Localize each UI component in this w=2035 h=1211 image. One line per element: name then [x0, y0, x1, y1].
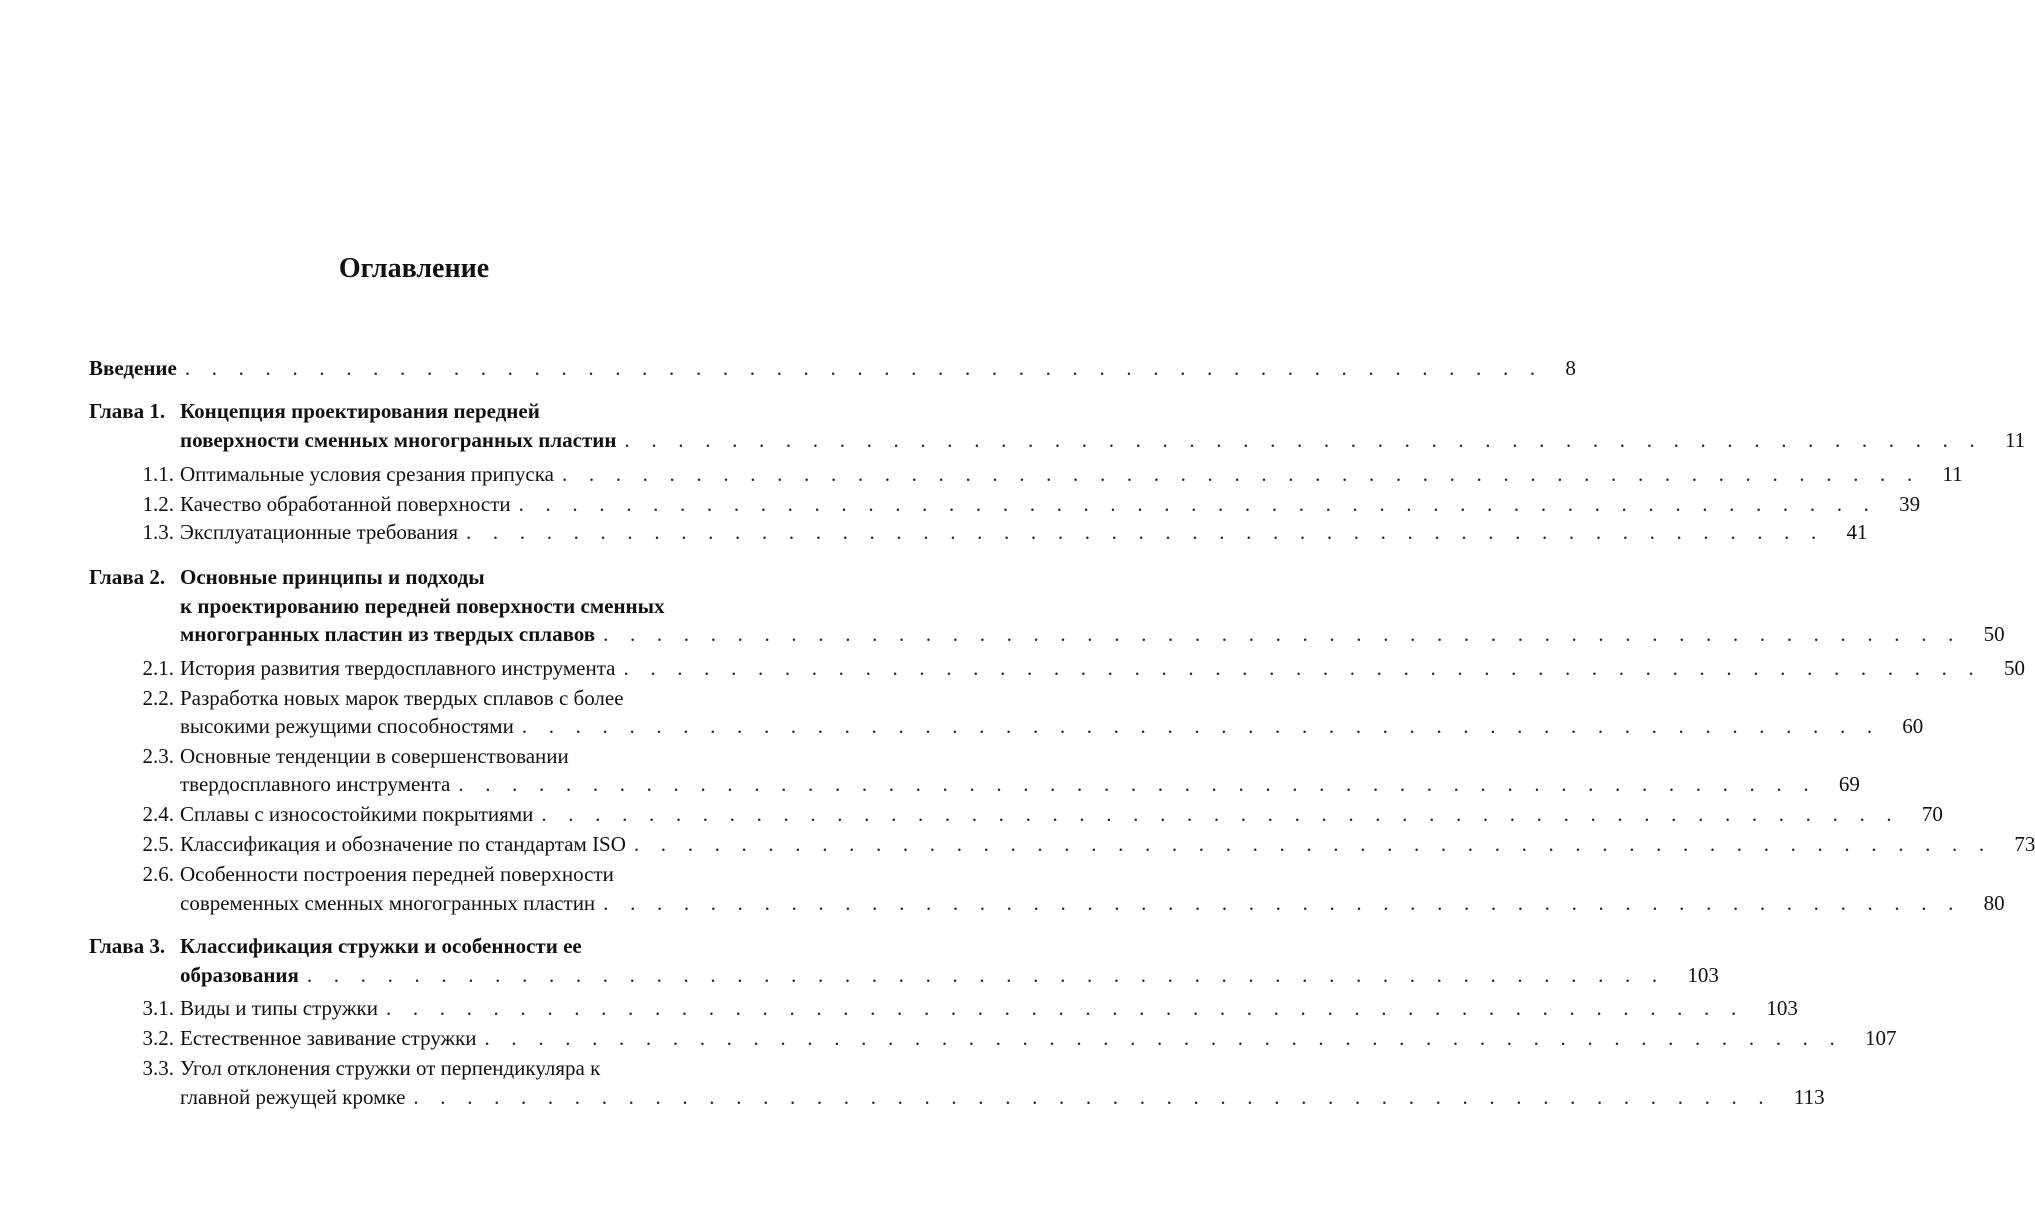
toc-entry-text: Оптимальные условия срезания припуска — [180, 462, 554, 486]
chapter-title-line: Основные принципы и подходы — [180, 565, 485, 589]
toc-entry-text: высокими режущими способностями — [180, 714, 514, 738]
leader-dots: . . . . . . . . . . . . . . . . . . . . . . . . . . . . . . . . . . . . . . . . . . . . . . . . . . . — [603, 622, 1962, 646]
leader-dots: . . . . . . . . . . . . . . . . . . . . . . . . . . . . . . . . . . . . . . . . . . . . . . . . . . . — [458, 772, 1817, 796]
toc-entry-text: Угол отклонения стружки от перпендикуляра к — [180, 1056, 601, 1080]
toc-entry-2-4[interactable] — [0, 800, 1943, 828]
toc-entry-2-2-end[interactable] — [0, 712, 1924, 740]
section-number: 2.5. — [142, 832, 174, 856]
chapter-title-line: многогранных пластин из твердых сплавов — [180, 622, 596, 646]
toc-chapter-1-heading[interactable] — [0, 397, 828, 425]
toc-entry-text: Особенности построения передней поверхности — [180, 862, 614, 886]
toc-entry-text: Естественное завивание стружки — [180, 1026, 477, 1050]
chapter-label: Глава 2. — [89, 565, 166, 589]
toc-entry-2-1[interactable] — [0, 654, 2025, 682]
toc-entry-text: Введение — [89, 356, 177, 380]
section-number: 3.3. — [142, 1056, 174, 1080]
section-number: 2.4. — [142, 802, 174, 826]
section-number: 2.1. — [142, 656, 174, 680]
toc-entry-1-2[interactable] — [0, 490, 1921, 518]
toc-entry-text: Основные тенденции в совершенствовании — [180, 744, 569, 768]
leader-dots: . . . . . . . . . . . . . . . . . . . . . . . . . . . . . . . . . . . . . . . . . . . . . . . . . . . — [518, 492, 1878, 516]
section-number: 3.2. — [142, 1026, 174, 1050]
toc-entry-2-3-end[interactable] — [0, 770, 1860, 798]
toc-page-number: 41 — [1846, 520, 1868, 544]
leader-dots: . . . . . . . . . . . . . . . . . . . . . . . . . . . . . . . . . . . . . . . . . . . . . . . . . . . — [633, 832, 1993, 856]
toc-entry-text: Качество обработанной поверхности — [180, 492, 511, 516]
section-number: 2.6. — [142, 862, 174, 886]
toc-entry-3-2[interactable] — [0, 1024, 1897, 1052]
toc-page-number: 50 — [1983, 622, 2005, 646]
leader-dots: . . . . . . . . . . . . . . . . . . . . . . . . . . . . . . . . . . . . . . . . . . . . . . . . . . . — [184, 356, 1544, 380]
toc-page-number: 11 — [1942, 462, 1963, 486]
toc-entry-1-1[interactable] — [0, 460, 1963, 488]
toc-entry-2-2[interactable] — [0, 684, 828, 712]
toc-entry-2-5[interactable] — [0, 830, 2035, 858]
toc-entry-text: главной режущей кромке — [180, 1085, 406, 1109]
toc-chapter-3-heading[interactable] — [0, 932, 828, 960]
leader-dots: . . . . . . . . . . . . . . . . . . . . . . . . . . . . . . . . . . . . . . . . . . . . . . . . . . . — [541, 802, 1900, 826]
toc-page-number: 50 — [2003, 656, 2025, 680]
toc-entry-text: Виды и типы стружки — [180, 996, 378, 1020]
toc-entry-text: современных сменных многогранных пластин — [180, 891, 596, 915]
section-number: 3.1. — [142, 996, 174, 1020]
toc-chapter-2-heading-end[interactable] — [0, 620, 2005, 648]
section-number: 2.2. — [142, 686, 174, 710]
toc-entry-text: Сплавы с износостойкими покрытиями — [180, 802, 534, 826]
toc-entry-3-1[interactable] — [0, 994, 1798, 1022]
leader-dots: . . . . . . . . . . . . . . . . . . . . . . . . . . . . . . . . . . . . . . . . . . . . . . . . . . . — [521, 714, 1881, 738]
toc-entry-intro[interactable] — [0, 354, 1576, 382]
toc-chapter-1-heading-end[interactable] — [0, 426, 2026, 454]
toc-entry-2-6-end[interactable] — [0, 889, 2005, 917]
toc-page-number: 113 — [1793, 1085, 1825, 1109]
toc-entry-text: Разработка новых марок твердых сплавов с более — [180, 686, 624, 710]
toc-page-number: 103 — [1687, 963, 1719, 987]
toc-entry-1-3[interactable] — [0, 518, 1868, 546]
leader-dots: . . . . . . . . . . . . . . . . . . . . . . . . . . . . . . . . . . . . . . . . . . . . . . . . . . . — [413, 1085, 1772, 1109]
chapter-title-line: к проектированию передней поверхности сменных — [180, 594, 665, 618]
chapter-title-line: образования — [180, 963, 299, 987]
chapter-label: Глава 1. — [89, 399, 166, 423]
page-title: Оглавление — [338, 253, 490, 284]
toc-entry-2-3[interactable] — [0, 742, 828, 770]
leader-dots: . . . . . . . . . . . . . . . . . . . . . . . . . . . . . . . . . . . . . . . . . . . . . . . . . . . — [466, 520, 1825, 544]
chapter-title-line: Классификация стружки и особенности ее — [180, 934, 582, 958]
toc-entry-text: твердосплавного инструмента — [180, 772, 451, 796]
toc-page-number: 103 — [1766, 996, 1798, 1020]
chapter-label: Глава 3. — [89, 934, 166, 958]
leader-dots: . . . . . . . . . . . . . . . . . . . . . . . . . . . . . . . . . . . . . . . . . . . . . . . . . . . — [306, 963, 1666, 987]
toc-page-number: 70 — [1921, 802, 1943, 826]
section-number: 2.3. — [142, 744, 174, 768]
leader-dots: . . . . . . . . . . . . . . . . . . . . . . . . . . . . . . . . . . . . . . . . . . . . . . . . . . . — [385, 996, 1745, 1020]
leader-dots: . . . . . . . . . . . . . . . . . . . . . . . . . . . . . . . . . . . . . . . . . . . . . . . . . . . — [603, 891, 1962, 915]
toc-page-number: 60 — [1902, 714, 1924, 738]
section-number: 1.3. — [142, 520, 174, 544]
toc-page-number: 69 — [1838, 772, 1860, 796]
leader-dots: . . . . . . . . . . . . . . . . . . . . . . . . . . . . . . . . . . . . . . . . . . . . . . . . . . . — [484, 1026, 1843, 1050]
toc-chapter-2-heading-cont[interactable] — [0, 592, 828, 620]
leader-dots: . . . . . . . . . . . . . . . . . . . . . . . . . . . . . . . . . . . . . . . . . . . . . . . . . . . — [561, 462, 1921, 486]
leader-dots: . . . . . . . . . . . . . . . . . . . . . . . . . . . . . . . . . . . . . . . . . . . . . . . . . . . — [624, 428, 1983, 452]
toc-page-number: 107 — [1864, 1026, 1897, 1050]
toc-page-number: 39 — [1899, 492, 1921, 516]
toc-entry-3-3[interactable] — [0, 1054, 828, 1082]
toc-entry-text: История развития твердосплавного инструмента — [180, 656, 616, 680]
toc-page-number: 11 — [2004, 428, 2026, 452]
section-number: 1.1. — [142, 462, 174, 486]
leader-dots: . . . . . . . . . . . . . . . . . . . . . . . . . . . . . . . . . . . . . . . . . . . . . . . . . . . — [623, 656, 1982, 680]
toc-page-number: 80 — [1983, 891, 2005, 915]
section-number: 1.2. — [142, 492, 174, 516]
chapter-title-line: поверхности сменных многогранных пластин — [180, 428, 617, 452]
toc-entry-text: Классификация и обозначение по стандартам ISO — [180, 832, 626, 856]
toc-entry-text: Эксплуатационные требования — [180, 520, 459, 544]
toc-entry-3-3-end[interactable] — [0, 1083, 1825, 1111]
toc-entry-2-6[interactable] — [0, 860, 828, 888]
chapter-title-line: Концепция проектирования передней — [180, 399, 540, 423]
toc-chapter-2-heading[interactable] — [0, 563, 828, 591]
toc-chapter-3-heading-end[interactable] — [0, 961, 1719, 989]
toc-page-number: 8 — [1565, 356, 1576, 380]
toc-page-number: 73 — [2014, 832, 2035, 856]
